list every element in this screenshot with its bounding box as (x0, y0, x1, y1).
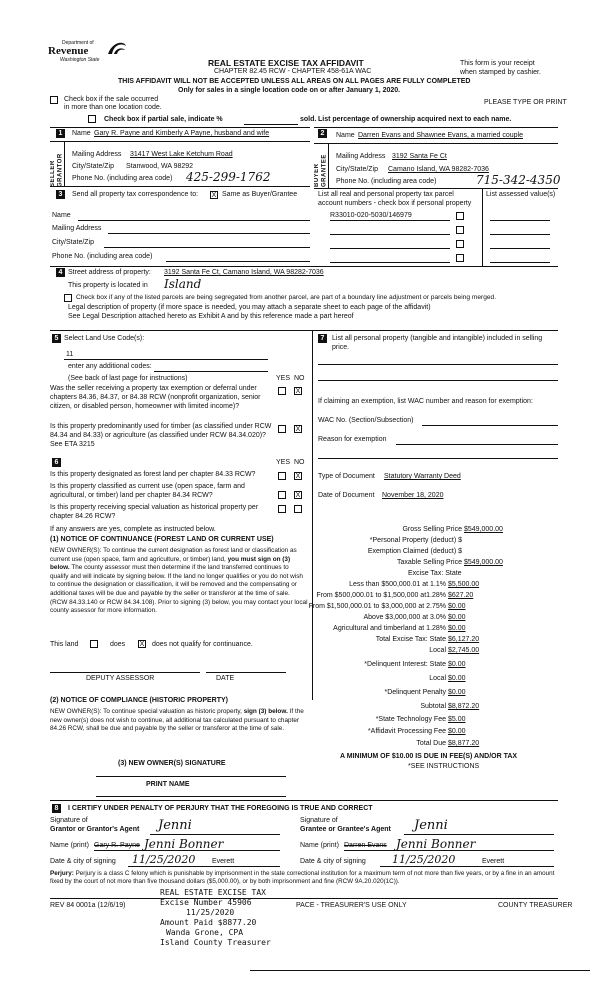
receipt-note-1: This form is your receipt (460, 60, 535, 67)
parcel-number-1[interactable]: R33010-020-5030/146979 (330, 212, 412, 219)
seller-mailing[interactable]: 31417 West Lake Ketchum Road (130, 151, 233, 158)
tier4-label: Above $3,000,000 at 3.0% (363, 614, 446, 621)
multi-location-checkbox[interactable] (50, 96, 58, 104)
grantor-name-label: Name (print) (50, 842, 89, 849)
perjury-notice (50, 870, 558, 887)
located-label: This property is located in (68, 282, 148, 289)
local-label: Local (429, 647, 446, 654)
notice2-c: If the new owner(s) does not wish to continue, all additional tax calculated pursuant to chapter 84.26 RCW, shall be due and payable by the seller or transferor at the time of sale. (50, 708, 304, 733)
minimum-note: A MINIMUM OF $10.00 IS DUE IN FEE(S) AND/OR TAX (340, 753, 518, 760)
list-pct-label: List percentage of ownership acquired next to each name. (318, 116, 512, 123)
s6-q2-yes[interactable] (278, 491, 286, 499)
s6-q1: Is this property designated as forest land per chapter 84.33 RCW? (50, 471, 256, 478)
s6-q3-no[interactable] (294, 505, 302, 513)
s6-q3-yes[interactable] (278, 505, 286, 513)
s5-q2: Is this property predominantly used for timber (as classified under RCW 84.34 and 84.33) or agriculture (as classified under RCW 84.34.020)? See ETA 3215 (50, 423, 272, 448)
section-8-badge: 8 (52, 804, 61, 813)
buyer-side-label: BUYER GRANTEE (314, 154, 328, 187)
buyer-mailing-label: Mailing Address (336, 153, 386, 160)
notice1-c: The county assessor must then determine if the land transferred continues to qualify and will indicate by signing below. If the land no longer qualifies or you do not wish to continue the designation or classification, it will be removed and the compensating or additional taxes will be due and payable by the seller or transferor at the time of sale. (RCW 84.33.140 or RCW 84.34.108). Prior to signing (3) below, you may contact your local county assessor for more information. (50, 564, 308, 615)
grantee-sig-of: Signature of (300, 817, 338, 824)
local2-value[interactable]: $0.00 (448, 675, 466, 682)
s6-q3: Is this property receiving special valuation as historical property per chapter 84.26 RCW? (50, 504, 259, 520)
perjury-label: Perjury: (50, 870, 74, 877)
does-not-checkbox[interactable]: X (139, 641, 145, 648)
buyer-name[interactable]: Darren Evans and Shawnee Evans, a married couple (358, 132, 523, 139)
parcel-1-personal-checkbox[interactable] (456, 212, 464, 220)
grantee-city[interactable]: Everett (482, 858, 505, 865)
grantee-date[interactable]: 11/25/2020 (392, 853, 456, 866)
section-5-badge: 5 (52, 334, 61, 343)
seller-city[interactable]: Stanwood, WA 98292 (126, 163, 194, 170)
notice2-b: sign (3) below. (243, 708, 288, 715)
parcel-2-personal-checkbox[interactable] (456, 226, 464, 234)
s6-if-any: If any answers are yes, complete as instructed below. (50, 526, 216, 533)
s5-q1-no[interactable]: X (295, 388, 301, 395)
tier3-label: From $1,500,000.01 to $3,000,000 at 2.75% (308, 603, 446, 610)
notice2-body (50, 708, 308, 734)
tier1-label: Less than $500,000.01 at 1.1% (349, 581, 446, 588)
doc-type[interactable]: Statutory Warranty Deed (384, 473, 461, 480)
section-3-badge: 3 (56, 190, 65, 199)
seller-mailing-label: Mailing Address (72, 151, 122, 158)
grantor-date-label: Date & city of signing (50, 858, 116, 865)
land-use-code[interactable]: 11 (66, 351, 74, 358)
form-chapter: CHAPTER 82.45 RCW - CHAPTER 458-61A WAC (214, 68, 372, 75)
s5-q2-yes[interactable] (278, 425, 286, 433)
exemption-claimed-label: Exemption Claimed (deduct) $ (367, 548, 462, 555)
does-checkbox[interactable] (90, 640, 98, 648)
section-4-badge: 4 (56, 268, 65, 277)
segregated-checkbox[interactable] (64, 294, 72, 302)
seller-phone[interactable]: 425-299-1762 (186, 170, 271, 184)
grantee-agent-label: Grantee or Grantee's Agent (300, 826, 391, 833)
section-2-badge: 2 (318, 129, 327, 138)
seller-city-label: City/State/Zip (72, 163, 115, 170)
s5-q1-yes[interactable] (278, 387, 286, 395)
this-land-label: This land (50, 641, 79, 648)
local-value[interactable]: $2,745.00 (448, 647, 480, 654)
exemption-label: If claiming an exemption, list WAC number and reason for exemption: (318, 398, 533, 405)
logo-swoosh-icon (106, 40, 128, 56)
stamp-line-1: REAL ESTATE EXCISE TAX (160, 888, 266, 897)
parcel-header-1: List all real and personal property tax parcel (318, 191, 454, 198)
stamp-line-3: 11/25/2020 (186, 908, 235, 917)
taxable-label: Taxable Selling Price (397, 559, 462, 566)
s5-q1: Was the seller receiving a property tax exemption or deferral under chapters 84.36, 84.37, or 84.38 RCW (nonprofit organization, senior citizen, or disabled person, homeowner with limited income)? (50, 385, 261, 410)
grantee-signature[interactable]: Jenni (414, 818, 448, 833)
dor-logo (48, 40, 138, 64)
delinq-pen-label: *Delinquent Penalty (384, 689, 446, 696)
tier3-value[interactable]: $0.00 (448, 603, 466, 610)
doc-type-label: Type of Document (318, 473, 375, 480)
treasurer-stamp (160, 888, 290, 948)
new-owner-signature-label: (3) NEW OWNER(S) SIGNATURE (118, 760, 226, 767)
tier2-value[interactable]: $627.20 (448, 592, 474, 599)
does-not-label: does not qualify for continuance. (152, 641, 253, 648)
notice1-a: NEW OWNER(S): To continue the current designation as forest land or classification as current use (open space, farm and agriculture, or timber) land, (50, 547, 297, 563)
seller-side-label: SELLER GRANTOR (50, 153, 64, 187)
doc-date[interactable]: November 18, 2020 (382, 492, 444, 499)
delinq-int-label: *Delinquent Interest: State (364, 661, 446, 668)
grantee-name-struck: Darren Evans (344, 842, 387, 849)
tier4-value[interactable]: $0.00 (448, 614, 466, 621)
grantee-name[interactable]: Jenni Bonner (396, 837, 476, 851)
grantor-sig-of: Signature of (50, 817, 88, 824)
notice1-body (50, 547, 308, 616)
tech-fee-label: *State Technology Fee (375, 716, 446, 723)
print-name-label: PRINT NAME (146, 781, 190, 788)
tier5-value[interactable]: $0.00 (448, 625, 466, 632)
street-address[interactable]: 3192 Santa Fe Ct, Camano Island, WA 98282-7036 (164, 269, 324, 276)
corr-mailing-label: Mailing Address (52, 225, 102, 232)
tier1-value[interactable]: $5,500.00 (448, 581, 480, 588)
parcel-3-personal-checkbox[interactable] (456, 240, 464, 248)
s5-no-header: NO (294, 375, 305, 382)
buyer-city[interactable]: Camano Island, WA 98282-7036 (388, 166, 489, 173)
form-warning: THIS AFFIDAVIT WILL NOT BE ACCEPTED UNLESS ALL AREAS ON ALL PAGES ARE FULLY COMPLETED (118, 78, 471, 85)
total-state-label: Total Excise Tax: State (375, 636, 446, 643)
s6-yes-header: YES (276, 459, 291, 466)
notice2-a: NEW OWNER(S): To continue special valuation as historic property, (50, 708, 242, 715)
logo-revenue: Revenue (48, 45, 89, 57)
buyer-name-label: Name (336, 132, 355, 139)
s6-q1-yes[interactable] (278, 472, 286, 480)
logo-wa: Washington State (60, 57, 100, 63)
reason-label: Reason for exemption (318, 436, 387, 443)
s6-q2: Is this property classified as current use (open space, farm and agricultural, or timber) land per chapter 84.34 RCW? (50, 483, 245, 499)
see-instructions: *SEE INSTRUCTIONS (408, 763, 480, 770)
tier2-label: From $500,000.01 to $1,500,000 at1.28% (316, 592, 446, 599)
sold-label: sold. (300, 116, 317, 123)
assessed-header: List assessed value(s) (486, 191, 556, 198)
seller-name-label: Name (72, 130, 91, 137)
logo-dept: Department of (62, 40, 94, 46)
s5-q2-no[interactable]: X (295, 426, 301, 433)
seller-phone-label: Phone No. (including area code) (72, 175, 173, 182)
multi-location-label-2: in more than one location code. (64, 104, 162, 111)
stamp-line-5: Wanda Grone, CPA (166, 928, 244, 937)
correspondence-label: Send all property tax correspondence to: (72, 191, 199, 198)
personal-label: *Personal Property (deduct) $ (369, 537, 462, 544)
section-6-badge: 6 (52, 458, 61, 467)
grantee-date-label: Date & city of signing (300, 858, 366, 865)
section-7-badge: 7 (318, 334, 327, 343)
additional-codes-label: enter any additional codes: (68, 363, 152, 370)
perjury-text: Perjury is a class C felony which is punishable by imprisonment in the state correctional institution for a maximum term of not more than five years, or by a fine in an amount fixed by the court of not more than five thousand dollars ($5,000.00), or by both imprisonment and fine (RCW 9A.20.020(1C)). (50, 870, 555, 886)
multi-location-label-1: Check box if the sale occurred (64, 96, 159, 103)
s6-no-header: NO (294, 459, 305, 466)
s6-q1-no[interactable]: X (295, 473, 301, 480)
gross-value[interactable]: $549,000.00 (464, 526, 503, 533)
does-label: does (110, 641, 126, 648)
certify-label: I CERTIFY UNDER PENALTY OF PERJURY THAT THE FOREGOING IS TRUE AND CORRECT (68, 805, 373, 812)
wac-label: WAC No. (Section/Subsection) (318, 417, 414, 424)
affidavit-fee-label: *Affidavit Processing Fee (367, 728, 446, 735)
notice1-title: (1) NOTICE OF CONTINUANCE (FOREST LAND OR CURRENT USE) (50, 536, 274, 543)
same-as-buyer-checkbox[interactable]: X (211, 192, 217, 199)
corr-phone-label: Phone No. (including area code) (52, 253, 153, 260)
notice2-title: (2) NOTICE OF COMPLIANCE (HISTORIC PROPERTY) (50, 697, 228, 704)
subtotal-label: Subtotal (420, 703, 446, 710)
notice1-b: you must sign on (3) below. (50, 555, 291, 572)
total-due-value[interactable]: $8,877.20 (448, 740, 480, 747)
taxable-value[interactable]: $549,000.00 (464, 559, 503, 566)
grantee-name-label: Name (print) (300, 842, 339, 849)
excise-state-label: Excise Tax: State (408, 570, 462, 577)
grantor-agent-label: Grantor or Grantor's Agent (50, 826, 140, 833)
partial-pct-line[interactable] (244, 124, 298, 125)
form-only-for: Only for sales in a single location code on or after January 1, 2020. (178, 87, 401, 94)
subtotal-value[interactable]: $8,872.20 (448, 703, 480, 710)
county-treasurer-label: COUNTY TREASURER (498, 902, 573, 909)
same-as-buyer-label: Same as Buyer/Grantee (222, 191, 298, 198)
partial-sale-checkbox[interactable] (88, 115, 96, 123)
personal-property-label: List all personal property (tangible and intangible) included in selling price. (332, 335, 543, 351)
corr-name-label: Name (52, 212, 71, 219)
buyer-city-label: City/State/Zip (336, 166, 379, 173)
s5-yes-header: YES (276, 375, 291, 382)
tech-fee-value[interactable]: $5.00 (448, 716, 466, 723)
form-title: REAL ESTATE EXCISE TAX AFFIDAVIT (208, 58, 364, 68)
gross-label: Gross Selling Price (402, 526, 462, 533)
stamp-line-6: Island County Treasurer (160, 938, 271, 947)
parcel-header-2: account numbers - check box if personal property (318, 200, 472, 207)
buyer-phone-label: Phone No. (including area code) (336, 178, 437, 185)
land-use-label: Select Land Use Code(s): (64, 335, 145, 342)
legal-desc[interactable]: See Legal Description attached hereto as Exhibit A and by this reference made a part hereof (68, 313, 354, 320)
receipt-note-2: when stamped by cashier. (460, 69, 541, 76)
buyer-mailing[interactable]: 3192 Santa Fe Ct (392, 153, 447, 160)
deputy-assessor-label: DEPUTY ASSESSOR (86, 675, 155, 682)
please-type: PLEASE TYPE OR PRINT (484, 99, 567, 106)
rev-label: REV 84 0001a (12/6/19) (50, 902, 126, 909)
stamp-line-4: Amount Paid $8877.20 (160, 918, 257, 927)
legal-desc-label: Legal description of property (if more space is needed, you may attach a separate sheet to each page of the affidavit) (68, 304, 431, 311)
doc-date-label: Date of Document (318, 492, 375, 499)
segregated-label: Check box if any of the listed parcels are being segregated from another parcel, are part of a boundary line adjustment or parcels being merged. (76, 294, 497, 301)
tier5-label: Agricultural and timberland at 1.28% (333, 625, 446, 632)
local2-label: Local (429, 675, 446, 682)
s6-q2-no[interactable]: X (295, 492, 301, 499)
assessor-date-label: DATE (216, 675, 235, 682)
stamp-line-2: Excise Number 45906 (160, 898, 252, 907)
section-1-badge: 1 (56, 129, 65, 138)
total-state-value[interactable]: $6,127.20 (448, 636, 480, 643)
grantor-date[interactable]: 11/25/2020 (132, 853, 196, 866)
partial-sale-label: Check box if partial sale, indicate % (104, 116, 223, 123)
pace-label: PACE - TREASURER'S USE ONLY (296, 902, 407, 909)
see-back-label: (See back of last page for instructions) (68, 375, 188, 382)
street-label: Street address of property: (68, 269, 151, 276)
grantor-city[interactable]: Everett (212, 858, 235, 865)
affidavit-fee-value[interactable]: $0.00 (448, 728, 466, 735)
grantor-name-struck: Gary R. Payne (94, 842, 140, 849)
delinq-pen-value[interactable]: $0.00 (448, 689, 466, 696)
located-county[interactable]: Island (164, 277, 202, 291)
parcel-4-personal-checkbox[interactable] (456, 254, 464, 262)
grantor-name[interactable]: Jenni Bonner (144, 837, 224, 851)
grantor-signature[interactable]: Jenni (158, 818, 192, 833)
corr-city-label: City/State/Zip (52, 239, 95, 246)
seller-name[interactable]: Gary R. Payne and Kimberly A Payne, husband and wife (94, 130, 270, 137)
delinq-int-value[interactable]: $0.00 (448, 661, 466, 668)
buyer-phone[interactable]: 715-342-4350 (476, 173, 561, 187)
total-due-label: Total Due (416, 740, 446, 747)
